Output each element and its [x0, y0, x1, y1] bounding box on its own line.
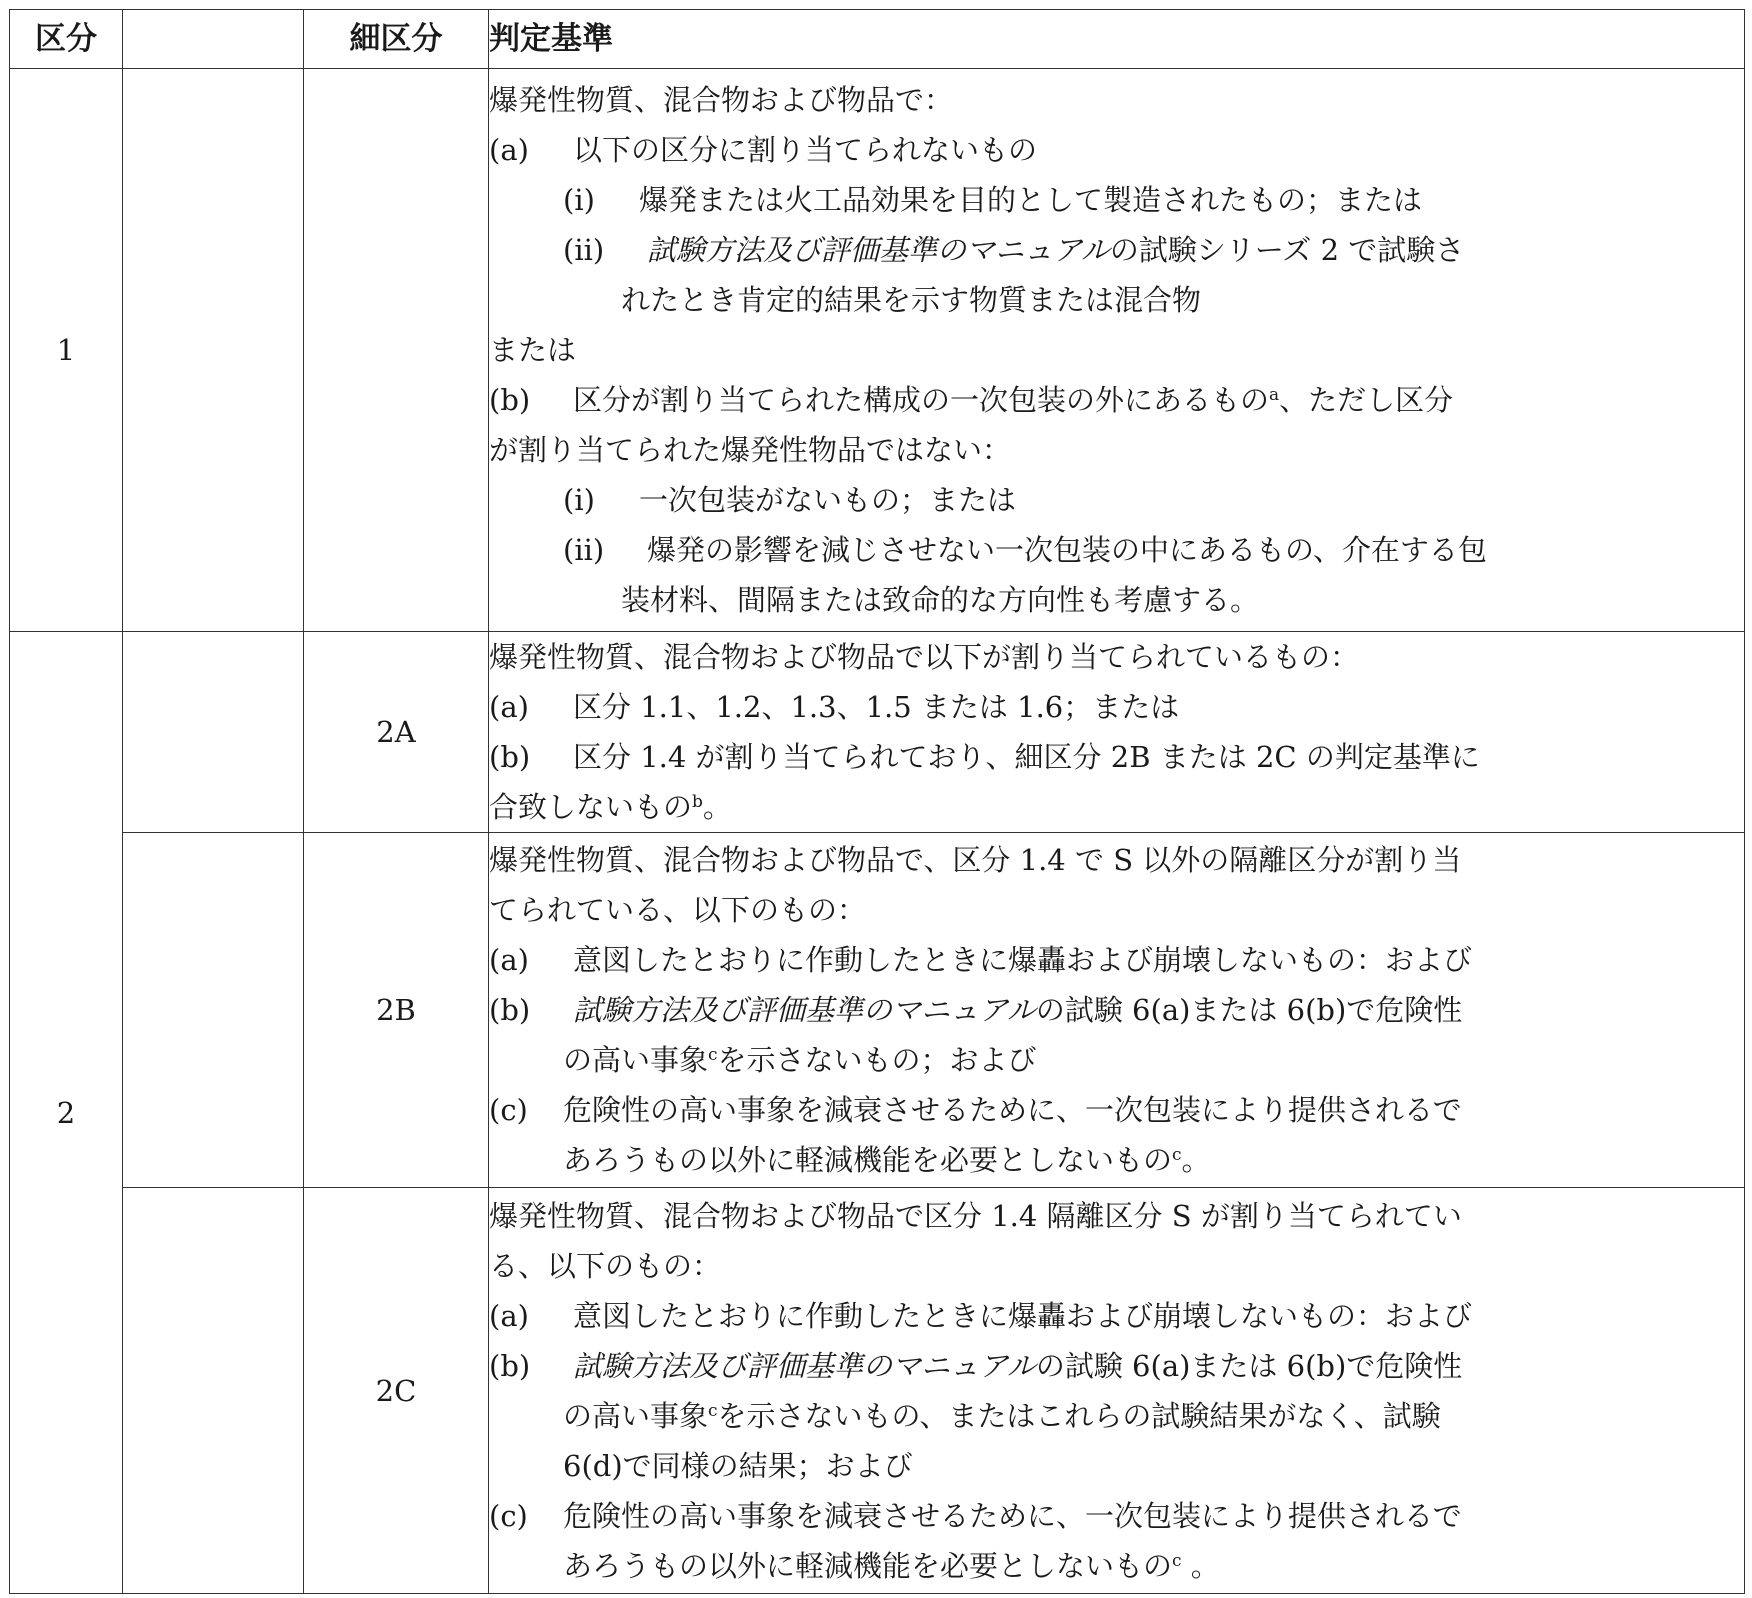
manual-title: 試験方法及び評価基準のマニュアル: [647, 233, 1110, 267]
sub2A-item-b-cont: 合致しないもの$^b$。: [489, 790, 732, 824]
subdivision-2A-label: 2A: [304, 632, 489, 833]
division-1-label: 1: [10, 69, 123, 632]
div1-item-a-i: (i) 爆発または火工品効果を目的として製造されたもの；または: [563, 183, 1423, 217]
sub2C-item-c: (c) 危険性の高い事象を減衰させるために、一次包装により提供されるで: [489, 1498, 1462, 1533]
sub2C-intro-line2: る、以下のもの：: [489, 1248, 722, 1283]
div1-item-a-ii: (ii) 試験方法及び評価基準のマニュアルの試験シリーズ 2 で試験さ: [563, 233, 1465, 267]
sub2B-item-a: (a) 意図したとおりに作動したときに爆轟および崩壊しないもの：および: [489, 943, 1473, 977]
sub2C-item-b-cont: の高い事象$^c$を示さないもの、またはこれらの試験結果がなく、試験: [563, 1398, 1441, 1433]
table-row-division-1: [10, 69, 1745, 632]
table-row-2B: [10, 833, 1745, 1188]
sub2C-item-b-cont2: 6(d)で同様の結果；および: [563, 1448, 913, 1483]
manual-title: 試験方法及び評価基準のマニュアル: [573, 993, 1036, 1027]
subdivision-2C-label: 2C: [304, 1188, 489, 1594]
division-2-label: 2: [10, 632, 123, 1594]
division-1-criteria: [489, 69, 1745, 632]
sub2C-item-b: (b) 試験方法及び評価基準のマニュアルの試験 6(a)または 6(b)で危険性: [489, 1348, 1463, 1383]
sub-2A-blank-cell: [123, 632, 304, 833]
sub2B-item-b: (b) 試験方法及び評価基準のマニュアルの試験 6(a)または 6(b)で危険性: [489, 993, 1463, 1027]
subdivision-2C-criteria: [489, 1188, 1745, 1594]
div1-item-a-ii-cont: れたとき肯定的結果を示す物質または混合物: [621, 283, 1202, 317]
div1-item-b-i: (i) 一次包装がないもの；または: [563, 483, 1017, 517]
sub2B-item-c: (c) 危険性の高い事象を減衰させるために、一次包装により提供されるで: [489, 1093, 1462, 1127]
sub2A-item-a: (a) 区分 1.1、1.2、1.3、1.5 または 1.6；または: [489, 690, 1180, 724]
sub2C-item-a: (a) 意図したとおりに作動したときに爆轟および崩壊しないもの：および: [489, 1298, 1473, 1333]
sub2C-item-c-cont: あろうもの以外に軽減機能を必要としないもの$^c$ 。: [563, 1548, 1220, 1583]
header-criteria: 判定基準: [489, 10, 1745, 69]
manual-title: 試験方法及び評価基準のマニュアル: [573, 1348, 1036, 1383]
div1-intro: 爆発性物質、混合物および物品で：: [489, 83, 954, 117]
subdivision-2A-criteria: [489, 632, 1745, 833]
table-row-2C: [10, 1188, 1745, 1594]
div1-item-b: (b) 区分が割り当てられた構成の一次包装の外にあるもの$^a$、ただし区分: [489, 383, 1454, 417]
footnote-c: c: [708, 1045, 718, 1065]
div1-item-b-ii: (ii) 爆発の影響を減じさせない一次包装の中にあるもの、介在する包: [563, 533, 1487, 567]
sub2C-intro-line1: 爆発性物質、混合物および物品で区分 1.4 隔離区分 S が割り当てられてい: [489, 1198, 1462, 1233]
footnote-b: b: [692, 792, 703, 812]
subdivision-2B-label: 2B: [304, 833, 489, 1188]
header-division: 区分: [10, 10, 123, 69]
table-header-row: [10, 10, 1745, 69]
division-1-blank-cell: [123, 69, 304, 632]
sub2B-item-c-cont: あろうもの以外に軽減機能を必要としないもの$^c$。: [563, 1143, 1211, 1177]
sub-2B-blank-cell: [123, 833, 304, 1188]
sub2A-item-b: (b) 区分 1.4 が割り当てられており、細区分 2B または 2C の判定基準に: [489, 740, 1480, 774]
subdivision-2B-criteria: [489, 833, 1745, 1188]
footnote-c: c: [1172, 1145, 1182, 1165]
hazard-classification-table: [9, 9, 1745, 1594]
footnote-c: c: [1172, 1550, 1182, 1571]
sub2B-intro-line2: てられている、以下のもの：: [489, 893, 867, 927]
footnote-c: c: [708, 1400, 718, 1421]
div1-item-b-ii-cont: 装材料、間隔または致命的な方向性も考慮する。: [621, 583, 1260, 617]
sub2B-intro-line1: 爆発性物質、混合物および物品で、区分 1.4 で S 以外の隔離区分が割り当: [489, 843, 1462, 877]
header-subdivision: 細区分: [304, 10, 489, 69]
table-row-2A: [10, 632, 1745, 833]
sub2A-intro: 爆発性物質、混合物および物品で以下が割り当てられているもの：: [489, 640, 1360, 674]
div1-item-a: (a) 以下の区分に割り当てられないもの: [489, 133, 1038, 167]
div1-or: または: [489, 333, 577, 367]
sub2B-item-b-cont: の高い事象$^c$を示さないもの；および: [563, 1043, 1037, 1077]
header-blank: [123, 10, 304, 69]
sub-2C-blank-cell: [123, 1188, 304, 1594]
div1-item-b-cont: が割り当てられた爆発性物品ではない：: [489, 433, 1012, 467]
division-1-subdivision-cell: [304, 69, 489, 632]
footnote-a: a: [1269, 385, 1280, 405]
